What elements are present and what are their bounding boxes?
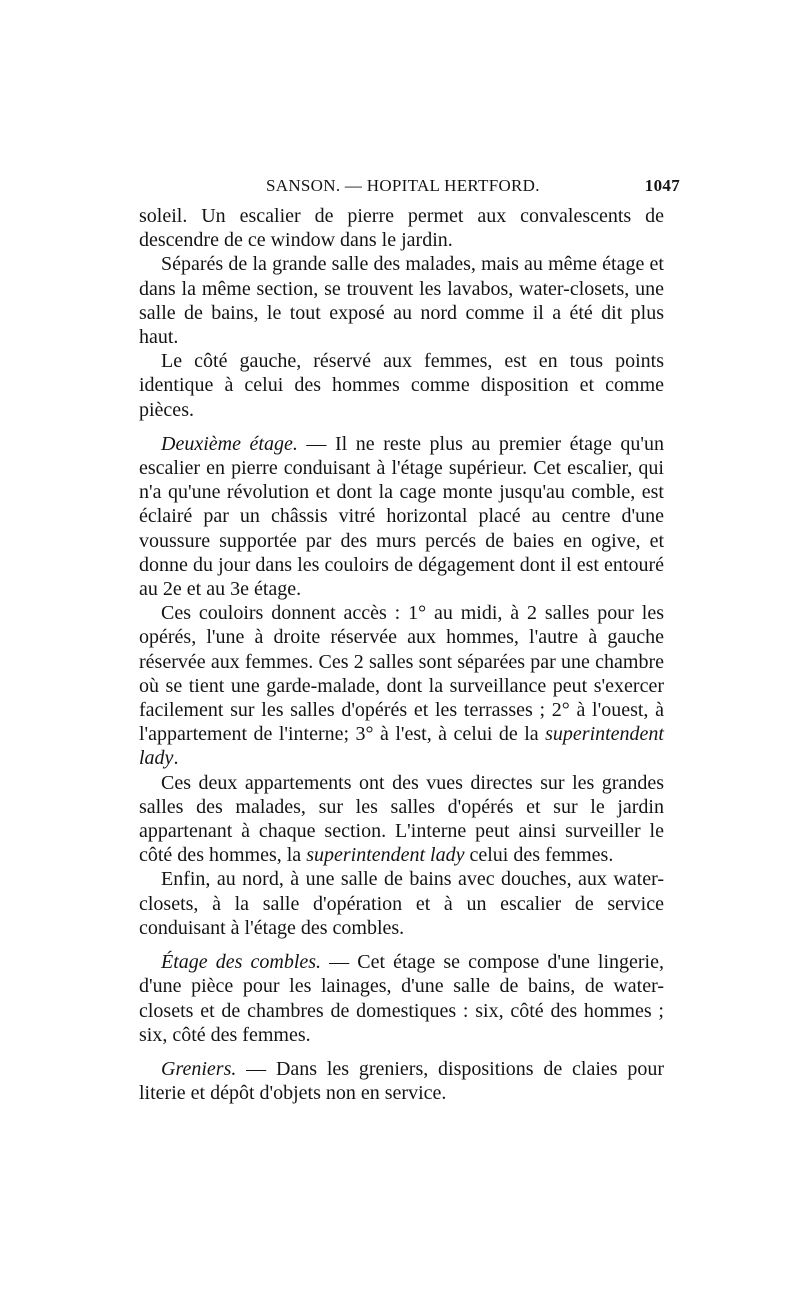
paragraph-text: — Il ne reste plus au premier étage qu'un escalier en pierre conduisant à l'étage supérieur. Cet escalier, qui n'a qu'une révolution et dont la cage monte jusqu'au comble, est éclairé par un châssis vitré horizontal placé au centre d'une voussure supportée par des murs percés de baies en ogive, et donne du jour dans les couloirs de dégagement dont il est entouré au 2e et au 3e étage. xyxy=(139,432,665,601)
paragraph-text: Le côté gauche, réservé aux femmes, est en tous points identique à celui des hommes comme disposition et comme pièces. xyxy=(139,350,664,421)
paragraph-text: . xyxy=(173,747,179,770)
body-text xyxy=(139,204,664,1105)
emphasis-term: superintendent lady xyxy=(306,844,465,867)
running-head xyxy=(140,176,680,198)
paragraph-text: Séparés de la grande salle des malades, mais au même étage et dans la même section, se trouvent les lavabos, water-closets, une salle de bains, le tout exposé au nord comme il a été dit plus haut. xyxy=(139,253,664,349)
section-etage-des-combles xyxy=(139,950,664,1047)
paragraph-text: Ces couloirs donnent accès : 1° au midi, à 2 salles pour les opérés, l'une à droite réservée aux hommes, l'autre à gauche réservée aux femmes. Ces 2 salles sont séparées par une chambre où se tient une garde-malade, dont la surveillance peut s'exercer facilement sur les salles d'opérés et les terrasses ; 2° à l'ouest, à l'appartement de l'interne; 3° à l'est, à celui de la xyxy=(139,602,664,746)
paragraph-corridors xyxy=(139,601,664,770)
section-deuxieme-etage xyxy=(139,432,664,601)
section-heading: Étage des combles. xyxy=(161,951,322,974)
page-number: 1047 xyxy=(644,176,680,195)
section-heading: Greniers. xyxy=(161,1057,237,1080)
paragraph-left-side-women xyxy=(139,349,664,422)
paragraph-text: Enfin, au nord, à une salle de bains avec douches, aux water-closets, à la salle d'opération et à un escalier de service conduisant à l'étage des combles. xyxy=(139,868,664,939)
emphasis-term: superintendent lady xyxy=(139,723,664,770)
paragraph-window-staircase xyxy=(139,204,664,252)
section-heading: Deuxième étage. xyxy=(161,432,298,455)
paragraph-text: Ces deux appartements ont des vues directes sur les grandes salles des malades, sur les salles d'opérés et sur le jardin appartenant à chaque section. L'interne peut ainsi surveiller le côté des hommes, la xyxy=(139,771,664,867)
paragraph-lavatories xyxy=(139,252,664,349)
paragraph-text: — Dans les greniers, dispositions de claies pour literie et dépôt d'objets non en service. xyxy=(139,1057,664,1105)
paragraph-text: celui des femmes. xyxy=(464,844,614,867)
paragraph-apartments xyxy=(139,771,664,868)
running-title: SANSON. — HOPITAL HERTFORD. xyxy=(266,176,540,195)
paragraph-north-bathroom xyxy=(139,867,664,940)
section-greniers xyxy=(139,1057,664,1105)
paragraph-text: soleil. Un escalier de pierre permet aux convalescents de descendre de ce window dans le jardin. xyxy=(139,205,664,252)
paragraph-text: — Cet étage se compose d'une lingerie, d'une pièce pour les lainages, d'une salle de bains, de water-closets et de chambres de domestiques : six, côté des hommes ; six, côté des femmes. xyxy=(139,951,664,1046)
